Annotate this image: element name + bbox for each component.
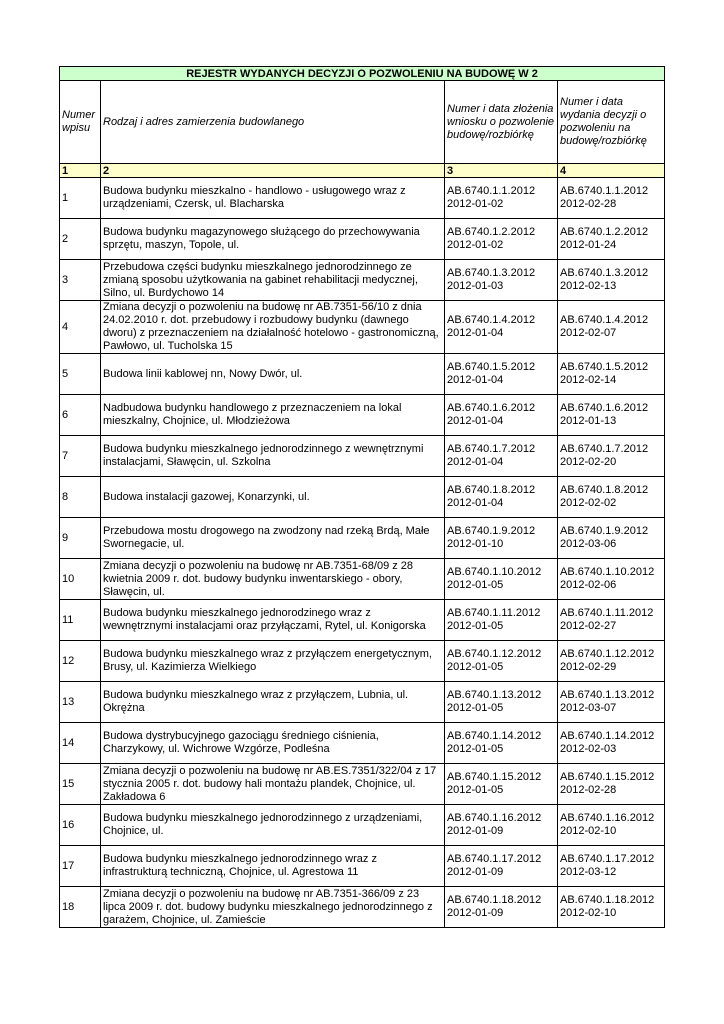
entry-number-cell xyxy=(60,436,101,477)
project-description: Budowa budynku mieszkalno - handlowo - usługowego wraz z urządzeniami, Czersk, ul. Blacharska xyxy=(103,185,406,210)
application-number: AB.6740.1.17.2012 xyxy=(447,853,542,865)
description-cell xyxy=(101,641,445,682)
description-cell xyxy=(101,682,445,723)
application-number: AB.6740.1.11.2012 xyxy=(447,607,541,619)
decision-date: 2012-03-12 xyxy=(560,866,617,878)
application-date: 2012-01-03 xyxy=(447,280,504,292)
application-cell xyxy=(445,600,558,641)
project-description: Zmiana decyzji o pozwoleniu na budowę nr AB.7351-56/10 z dnia 24.02.2010 r. dot. przebudowy i rozbudowy budynku (dawnego dworu) z przeznaczeniem na działalność hotelowo - gastronomiczną, Pawłowo, ul. Tucholska 15 xyxy=(103,301,439,352)
application-date: 2012-01-05 xyxy=(447,579,504,591)
decision-number: AB.6740.1.16.2012 xyxy=(560,812,655,824)
table-row xyxy=(60,395,665,436)
decision-number: AB.6740.1.6.2012 xyxy=(560,402,649,414)
decision-number: AB.6740.1.9.2012 xyxy=(560,525,649,537)
application-date: 2012-01-05 xyxy=(447,661,504,673)
application-number: AB.6740.1.7.2012 xyxy=(447,443,536,455)
application-cell xyxy=(445,436,558,477)
header-application: Numer i data złożenia wniosku o pozwolenie budowę/rozbiórkę xyxy=(445,81,558,164)
entry-number-cell xyxy=(60,600,101,641)
table-row xyxy=(60,805,665,846)
table-row xyxy=(60,846,665,887)
entry-number-cell xyxy=(60,518,101,559)
application-cell xyxy=(445,805,558,846)
header-row xyxy=(60,81,665,164)
application-number: AB.6740.1.10.2012 xyxy=(447,566,542,578)
entry-number: 14 xyxy=(62,736,75,749)
application-number: AB.6740.1.16.2012 xyxy=(447,812,542,824)
table-row xyxy=(60,354,665,395)
decision-date: 2012-02-20 xyxy=(560,456,617,468)
entry-number: 13 xyxy=(62,695,75,708)
entry-number: 16 xyxy=(62,818,75,831)
application-cell xyxy=(445,178,558,219)
table-row xyxy=(60,764,665,805)
project-description: Nadbudowa budynku handlowego z przeznaczeniem na lokal mieszkalny, Chojnice, ul. Młodzieżowa xyxy=(103,402,402,427)
decision-date: 2012-02-03 xyxy=(560,743,617,755)
decision-number: AB.6740.1.18.2012 xyxy=(560,894,655,906)
decision-date: 2012-02-10 xyxy=(560,825,617,837)
application-date: 2012-01-02 xyxy=(447,198,504,210)
decision-number: AB.6740.1.14.2012 xyxy=(560,730,655,742)
application-number: AB.6740.1.13.2012 xyxy=(447,689,542,701)
entry-number-cell xyxy=(60,219,101,260)
table-row xyxy=(60,178,665,219)
header-decision: Numer i data wydania decyzji o pozwoleniu na budowę/rozbiórkę xyxy=(558,81,665,164)
project-description: Zmiana decyzji o pozwoleniu na budowę nr AB.ES.7351/322/04 z 17 stycznia 2005 r. dot. budowy hali montażu plandek, Chojnice, ul. Zakładowa 6 xyxy=(103,764,437,803)
description-cell xyxy=(101,600,445,641)
decision-number: AB.6740.1.2.2012 xyxy=(560,226,649,238)
application-date: 2012-01-05 xyxy=(447,743,504,755)
project-description: Budowa budynku mieszkalnego jednorodzinnego z wewnętrznymi instalacjami, Sławęcin, ul. Szkolna xyxy=(103,443,424,468)
decision-date: 2012-02-13 xyxy=(560,280,617,292)
decision-cell xyxy=(558,887,665,928)
project-description: Budowa budynku mieszkalnego jednorodzinego wraz z wewnętrznymi instalacjami oraz przyłączami, Rytel, ul. Konigorska xyxy=(103,607,426,632)
register-title: REJESTR WYDANYCH DECYZJI O POZWOLENIU NA BUDOWĘ W 2 xyxy=(60,67,665,81)
decision-date: 2012-03-07 xyxy=(560,702,617,714)
entry-number-cell xyxy=(60,301,101,354)
application-date: 2012-01-04 xyxy=(447,415,504,427)
application-number: AB.6740.1.1.2012 xyxy=(447,185,536,197)
application-date: 2012-01-09 xyxy=(447,907,504,919)
application-number: AB.6740.1.6.2012 xyxy=(447,402,536,414)
project-description: Przebudowa części budynku mieszkalnego jednorodzinnego ze zmianą sposobu użytkowania na gabinet rehabilitacji medycznej, Silno, ul. Burdychowo 14 xyxy=(103,260,418,299)
project-description: Przebudowa mostu drogowego na zwodzony nad rzeką Brdą, Małe Swornegacie, ul. xyxy=(103,525,430,550)
entry-number: 8 xyxy=(62,490,69,503)
entry-number-cell xyxy=(60,559,101,600)
table-row xyxy=(60,477,665,518)
entry-number-cell xyxy=(60,477,101,518)
application-cell xyxy=(445,559,558,600)
table-row xyxy=(60,518,665,559)
entry-number: 9 xyxy=(62,531,69,544)
decision-cell xyxy=(558,846,665,887)
project-description: Budowa linii kablowej nn, Nowy Dwór, ul. xyxy=(103,367,303,380)
project-description: Budowa budynku magazynowego służącego do przechowywania sprzętu, maszyn, Topole, ul. xyxy=(103,226,420,251)
application-cell xyxy=(445,219,558,260)
description-cell xyxy=(101,559,445,600)
description-cell xyxy=(101,846,445,887)
project-description: Zmiana decyzji o pozwoleniu na budowę nr AB.7351-68/09 z 28 kwietnia 2009 r. dot. budowy budynku inwentarskiego - obory, Sławęcin, ul. xyxy=(103,559,414,598)
decision-cell xyxy=(558,260,665,301)
description-cell xyxy=(101,518,445,559)
description-cell xyxy=(101,301,445,354)
description-cell xyxy=(101,805,445,846)
decision-number: AB.6740.1.8.2012 xyxy=(560,484,649,496)
register-body xyxy=(60,67,665,928)
entry-number: 1 xyxy=(62,191,69,204)
application-number: AB.6740.1.4.2012 xyxy=(447,314,536,326)
decision-cell xyxy=(558,682,665,723)
description-cell xyxy=(101,219,445,260)
decision-cell xyxy=(558,178,665,219)
application-date: 2012-01-05 xyxy=(447,702,504,714)
project-description: Budowa dystrybucyjnego gazociągu średniego ciśnienia, Charzykowy, ul. Wichrowe Wzgórze, Podleśna xyxy=(103,730,379,755)
application-cell xyxy=(445,641,558,682)
description-cell xyxy=(101,260,445,301)
decision-date: 2012-02-28 xyxy=(560,784,617,796)
project-description: Budowa budynku mieszkalnego jednorodzinnego wraz z infrastrukturą techniczną, Chojnice, ul. Agrestowa 11 xyxy=(103,853,377,878)
decision-cell xyxy=(558,477,665,518)
entry-number-cell xyxy=(60,764,101,805)
decision-cell xyxy=(558,219,665,260)
table-row xyxy=(60,887,665,928)
application-number: AB.6740.1.15.2012 xyxy=(447,771,542,783)
table-row xyxy=(60,260,665,301)
permit-register-table xyxy=(59,66,665,928)
application-date: 2012-01-05 xyxy=(447,620,504,632)
entry-number-cell xyxy=(60,260,101,301)
column-number: 3 xyxy=(445,164,558,178)
table-row xyxy=(60,641,665,682)
application-cell xyxy=(445,682,558,723)
decision-cell xyxy=(558,301,665,354)
entry-number: 18 xyxy=(62,900,75,913)
entry-number: 17 xyxy=(62,859,75,872)
description-cell xyxy=(101,354,445,395)
decision-number: AB.6740.1.4.2012 xyxy=(560,314,649,326)
table-row xyxy=(60,600,665,641)
project-description: Budowa budynku mieszkalnego wraz z przyłączem energetycznym, Brusy, ul. Kazimierza Wielkiego xyxy=(103,648,432,673)
column-number: 4 xyxy=(558,164,665,178)
application-date: 2012-01-09 xyxy=(447,866,504,878)
entry-number-cell xyxy=(60,682,101,723)
entry-number-cell xyxy=(60,354,101,395)
decision-date: 2012-02-10 xyxy=(560,907,617,919)
column-number: 1 xyxy=(60,164,101,178)
application-number: AB.6740.1.5.2012 xyxy=(447,361,536,373)
entry-number: 12 xyxy=(62,654,75,667)
application-cell xyxy=(445,301,558,354)
description-cell xyxy=(101,887,445,928)
title-row xyxy=(60,67,665,81)
application-cell xyxy=(445,846,558,887)
entry-number-cell xyxy=(60,178,101,219)
application-date: 2012-01-04 xyxy=(447,456,504,468)
decision-date: 2012-02-28 xyxy=(560,198,617,210)
application-cell xyxy=(445,723,558,764)
entry-number: 6 xyxy=(62,408,69,421)
column-numbering-row xyxy=(60,164,665,178)
decision-number: AB.6740.1.5.2012 xyxy=(560,361,649,373)
decision-cell xyxy=(558,764,665,805)
project-description: Budowa budynku mieszkalnego wraz z przyłączem, Lubnia, ul. Okrężna xyxy=(103,689,409,714)
application-date: 2012-01-05 xyxy=(447,784,504,796)
entry-number: 5 xyxy=(62,367,69,380)
entry-number: 15 xyxy=(62,777,75,790)
application-number: AB.6740.1.9.2012 xyxy=(447,525,536,537)
project-description: Budowa instalacji gazowej, Konarzynki, ul. xyxy=(103,490,310,503)
application-cell xyxy=(445,260,558,301)
decision-cell xyxy=(558,436,665,477)
table-row xyxy=(60,723,665,764)
header-description: Rodzaj i adres zamierzenia budowlanego xyxy=(101,81,445,164)
description-cell xyxy=(101,178,445,219)
decision-cell xyxy=(558,518,665,559)
entry-number-cell xyxy=(60,395,101,436)
decision-date: 2012-02-14 xyxy=(560,374,617,386)
decision-date: 2012-02-06 xyxy=(560,579,617,591)
decision-date: 2012-02-07 xyxy=(560,327,617,339)
application-number: AB.6740.1.8.2012 xyxy=(447,484,536,496)
application-number: AB.6740.1.14.2012 xyxy=(447,730,542,742)
table-row xyxy=(60,301,665,354)
decision-number: AB.6740.1.12.2012 xyxy=(560,648,655,660)
entry-number: 11 xyxy=(62,613,74,626)
entry-number-cell xyxy=(60,846,101,887)
application-date: 2012-01-10 xyxy=(447,538,504,550)
application-date: 2012-01-09 xyxy=(447,825,504,837)
application-date: 2012-01-04 xyxy=(447,497,504,509)
application-date: 2012-01-04 xyxy=(447,374,504,386)
decision-date: 2012-02-27 xyxy=(560,620,617,632)
header-entry-number: Numer wpisu xyxy=(60,81,101,164)
decision-cell xyxy=(558,395,665,436)
entry-number-cell xyxy=(60,641,101,682)
entry-number-cell xyxy=(60,723,101,764)
project-description: Zmiana decyzji o pozwoleniu na budowę nr AB.7351-366/09 z 23 lipca 2009 r. dot. budowy budynku mieszkalnego jednorodzinnego z garażem, Chojnice, ul. Zamieście xyxy=(103,887,433,926)
entry-number: 4 xyxy=(62,320,69,333)
table-row xyxy=(60,559,665,600)
entry-number: 7 xyxy=(62,449,69,462)
decision-cell xyxy=(558,723,665,764)
table-row xyxy=(60,219,665,260)
decision-number: AB.6740.1.3.2012 xyxy=(560,267,649,279)
application-cell xyxy=(445,395,558,436)
decision-date: 2012-03-06 xyxy=(560,538,617,550)
entry-number: 2 xyxy=(62,232,69,245)
decision-date: 2012-02-29 xyxy=(560,661,617,673)
application-number: AB.6740.1.3.2012 xyxy=(447,267,536,279)
application-cell xyxy=(445,518,558,559)
entry-number-cell xyxy=(60,887,101,928)
description-cell xyxy=(101,764,445,805)
entry-number: 3 xyxy=(62,273,69,286)
application-date: 2012-01-02 xyxy=(447,239,504,251)
decision-number: AB.6740.1.17.2012 xyxy=(560,853,655,865)
application-number: AB.6740.1.12.2012 xyxy=(447,648,542,660)
application-date: 2012-01-04 xyxy=(447,327,504,339)
decision-number: AB.6740.1.10.2012 xyxy=(560,566,655,578)
decision-cell xyxy=(558,600,665,641)
project-description: Budowa budynku mieszkalnego jednorodzinnego z urządzeniami, Chojnice, ul. xyxy=(103,812,423,837)
decision-number: AB.6740.1.15.2012 xyxy=(560,771,655,783)
decision-number: AB.6740.1.7.2012 xyxy=(560,443,649,455)
application-number: AB.6740.1.18.2012 xyxy=(447,894,542,906)
application-cell xyxy=(445,764,558,805)
decision-date: 2012-01-13 xyxy=(560,415,617,427)
description-cell xyxy=(101,723,445,764)
decision-number: AB.6740.1.13.2012 xyxy=(560,689,655,701)
application-number: AB.6740.1.2.2012 xyxy=(447,226,536,238)
decision-number: AB.6740.1.1.2012 xyxy=(560,185,649,197)
entry-number: 10 xyxy=(62,572,75,585)
application-cell xyxy=(445,477,558,518)
decision-cell xyxy=(558,559,665,600)
decision-number: AB.6740.1.11.2012 xyxy=(560,607,654,619)
table-row xyxy=(60,436,665,477)
entry-number-cell xyxy=(60,805,101,846)
column-number: 2 xyxy=(101,164,445,178)
description-cell xyxy=(101,395,445,436)
decision-cell xyxy=(558,805,665,846)
description-cell xyxy=(101,477,445,518)
description-cell xyxy=(101,436,445,477)
decision-cell xyxy=(558,641,665,682)
application-cell xyxy=(445,354,558,395)
table-row xyxy=(60,682,665,723)
decision-cell xyxy=(558,354,665,395)
application-cell xyxy=(445,887,558,928)
decision-date: 2012-01-24 xyxy=(560,239,617,251)
decision-date: 2012-02-02 xyxy=(560,497,617,509)
